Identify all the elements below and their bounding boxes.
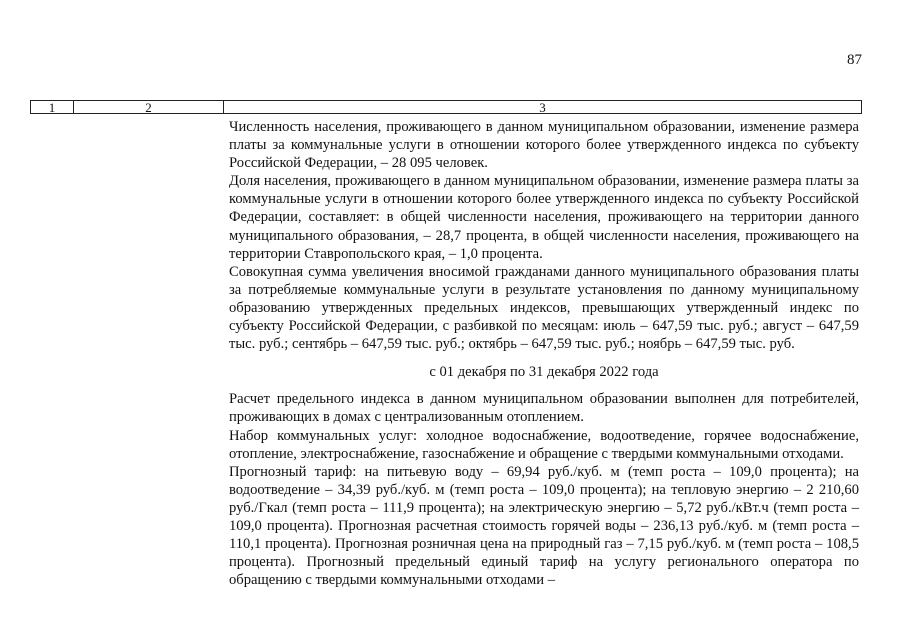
column-3-header: 3 <box>539 100 546 115</box>
column-2-header: 2 <box>74 101 224 113</box>
paragraph-index-calculation: Расчет предельного индекса в данном муниципальном образовании выполнен для потребителей, проживающих в домах с централизованным отоплением. <box>229 391 859 426</box>
document-body <box>229 118 859 589</box>
paragraph-services-set: Набор коммунальных услуг: холодное водоснабжение, водоотведение, горячее водоснабжение, отопление, электроснабжение, газоснабжение и обращение с твердыми коммунальными отходами. <box>229 427 859 462</box>
column-1-header: 1 <box>31 101 74 113</box>
period-heading: с 01 декабря по 31 декабря 2022 года <box>429 364 659 381</box>
paragraph-forecast-tariff: Прогнозный тариф: на питьевую воду – 69,94 руб./куб. м (темп роста – 109,0 процента); на водоотведение – 34,39 руб./куб. м (темп роста – 109,0 процента); на тепловую энергию – 2 210,60 руб./Гкал (темп роста – 111,9 процента); на электрическую энергию – 5,72 руб./кВт.ч (темп роста – 109,0 процента). Прогнозная расчетная стоимость горячей воды – 236,13 руб./куб. м (темп роста – 110,1 процента). Прогнозная розничная цена на природный газ – 7,15 руб./куб. м (темп роста – 108,5 процента). Прогнозный предельный единый тариф на услугу регионального оператора по обращению с твердыми коммунальными отходами – <box>229 463 859 589</box>
paragraph-population-share: Доля населения, проживающего в данном муниципальном образовании, изменение размера платы за коммунальные услуги в отношении которого более утвержденного индекса по субъекту Российской Федерации, составляет: в общей численности населения, проживающего на территории данного муниципального образования, – 28,7 процента, в общей численности населения, проживающего на территории Ставропольского края, – 1,0 процента. <box>229 173 859 262</box>
paragraph-population-count: Численность населения, проживающего в данном муниципальном образовании, изменение размера платы за коммунальные услуги в отношении которого более утвержденного индекса по субъекту Российской Федерации, – 28 095 человек. <box>229 119 859 172</box>
paragraph-total-increase: Совокупная сумма увеличения вносимой гражданами данного муниципального образования платы за потребляемые коммунальные услуги в результате установления по данному муниципальному образованию утвержденных предельных индексов, превышающих утвержденный индекс по субъекту Российской Федерации, с разбивкой по месяцам: июль – 647,59 тыс. руб.; август – 647,59 тыс. руб.; сентябрь – 647,59 тыс. руб.; октябрь – 647,59 тыс. руб.; ноябрь – 647,59 тыс. руб. <box>229 263 859 353</box>
page-number: 87 <box>847 52 862 68</box>
table-header-row <box>30 100 862 114</box>
